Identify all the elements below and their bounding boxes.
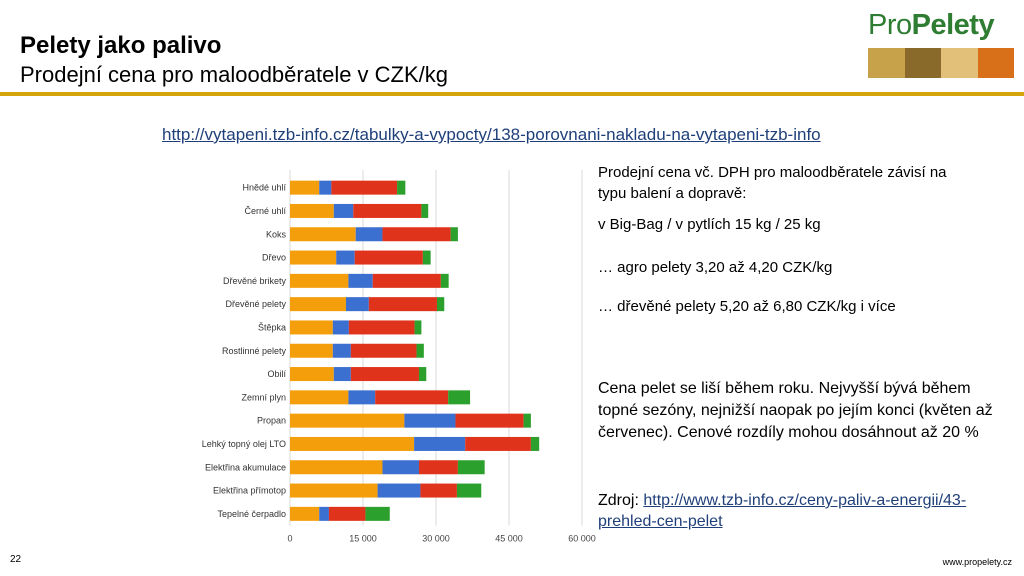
logo-text-pelety: Pelety — [911, 9, 995, 41]
bar-segment — [290, 507, 319, 521]
category-label: Rostlinné pelety — [221, 345, 286, 356]
bar-segment — [397, 181, 405, 195]
logo-image-wood — [905, 48, 942, 78]
chart-category-labels — [202, 183, 287, 519]
bar-segment — [531, 437, 539, 451]
bar-segment — [290, 227, 356, 241]
bar-segment — [319, 181, 331, 195]
source-url-link[interactable]: http://www.tzb-info.cz/ceny-paliv-a-energii/43-prehled-cen-pelet — [598, 492, 967, 530]
packaging-text: v Big-Bag / v pytlích 15 kg / 25 kg — [598, 216, 821, 233]
logo-image-fire — [978, 48, 1015, 78]
category-label: Propan — [256, 415, 286, 426]
agro-price-text: … agro pelety 3,20 až 4,20 CZK/kg — [598, 259, 833, 276]
category-label: Obilí — [267, 369, 286, 380]
bar-segment — [346, 297, 369, 311]
bar-segment — [290, 367, 334, 381]
x-tick-label: 45 000 — [495, 533, 523, 544]
category-label: Elektřina akumulace — [204, 462, 286, 473]
category-label: Koks — [265, 229, 286, 240]
bar-segment — [378, 484, 421, 498]
bar-segment — [290, 251, 336, 265]
category-label: Černé uhlí — [244, 205, 286, 216]
bar-segment — [457, 484, 481, 498]
logo-image-bales — [868, 48, 905, 78]
logo-text — [868, 8, 1014, 42]
bar-segment — [351, 367, 419, 381]
bar-segment — [369, 297, 437, 311]
slide-subtitle: Prodejní cena pro maloodběratele v CZK/kg — [20, 62, 449, 87]
bar-segment — [349, 320, 415, 334]
category-label: Dřevěné brikety — [222, 275, 286, 286]
chart-tick-labels — [287, 534, 595, 544]
bar-segment — [419, 460, 458, 474]
bar-segment — [333, 344, 351, 358]
x-tick-label: 60 000 — [568, 533, 596, 544]
bar-segment — [437, 297, 444, 311]
bar-segment — [348, 274, 372, 288]
bar-segment — [382, 227, 450, 241]
footer-url: www.propelety.cz — [942, 557, 1012, 567]
x-tick-label: 15 000 — [349, 533, 377, 544]
bar-segment — [353, 204, 421, 218]
logo-text-pro: Pro — [868, 9, 912, 41]
x-tick-label: 30 000 — [422, 533, 450, 544]
bar-segment — [290, 437, 414, 451]
bar-segment — [290, 204, 334, 218]
source-label: Zdroj: — [598, 492, 644, 509]
bar-segment — [290, 181, 319, 195]
bar-segment — [290, 274, 348, 288]
bar-segment — [423, 251, 431, 265]
bar-segment — [290, 390, 348, 404]
bar-segment — [329, 507, 366, 521]
bar-segment — [333, 320, 349, 334]
bar-segment — [365, 507, 389, 521]
bar-segment — [356, 227, 383, 241]
bar-segment — [415, 320, 422, 334]
header-rule — [0, 92, 1024, 96]
category-label: Dřevo — [261, 252, 286, 263]
propelety-logo — [868, 8, 1014, 80]
bar-segment — [290, 460, 382, 474]
bar-segment — [290, 414, 404, 428]
bar-segment — [419, 367, 426, 381]
bar-segment — [355, 251, 423, 265]
bar-segment — [441, 274, 449, 288]
bar-segment — [458, 460, 485, 474]
bar-segment — [373, 274, 441, 288]
bar-segment — [382, 460, 419, 474]
bar-segment — [465, 437, 531, 451]
page-number: 22 — [10, 554, 22, 565]
bar-segment — [524, 414, 531, 428]
category-label: Štěpka — [257, 322, 286, 333]
bar-segment — [421, 204, 428, 218]
wood-price-text: … dřevěné pelety 5,20 až 6,80 CZK/kg i více — [598, 298, 896, 315]
category-label: Hnědé uhlí — [242, 182, 286, 193]
season-text: Cena pelet se liší během roku. Nejvyšší bývá během topné sezóny, nejnižší naopak po jejím konci (květen až červenec). Cenové rozdíly mohou dosáhnout až 20 % — [598, 380, 993, 441]
category-label: Elektřina přímotop — [212, 485, 286, 496]
category-label: Zemní plyn — [241, 392, 286, 403]
bar-segment — [448, 390, 470, 404]
bar-segment — [451, 227, 458, 241]
x-tick-label: 0 — [287, 533, 293, 544]
chart-source-link[interactable]: http://vytapeni.tzb-info.cz/tabulky-a-vypocty/138-porovnani-nakladu-na-vytapeni-tzb-info — [162, 125, 821, 144]
bar-segment — [290, 320, 333, 334]
intro-text: Prodejní cena vč. DPH pro maloodběratele závisí na typu balení a dopravě: — [598, 164, 947, 202]
source-text — [598, 490, 998, 532]
bar-segment — [334, 204, 353, 218]
bar-segment — [331, 181, 397, 195]
bar-segment — [414, 437, 465, 451]
bar-segment — [336, 251, 354, 265]
logo-image-pellets — [941, 48, 978, 78]
bar-segment — [290, 344, 333, 358]
bar-segment — [290, 297, 346, 311]
chart-bars — [290, 181, 539, 521]
bar-segment — [375, 390, 448, 404]
bar-segment — [290, 484, 378, 498]
logo-image-strip — [868, 48, 1014, 78]
bar-segment — [319, 507, 329, 521]
category-label: Tepelné čerpadlo — [217, 508, 286, 519]
bar-segment — [334, 367, 351, 381]
bar-segment — [351, 344, 417, 358]
bar-segment — [348, 390, 375, 404]
category-label: Lehký topný olej LTO — [201, 438, 286, 449]
fuel-cost-chart — [190, 160, 600, 550]
bar-segment — [420, 484, 457, 498]
bar-segment — [404, 414, 455, 428]
bar-segment — [455, 414, 523, 428]
bar-segment — [417, 344, 424, 358]
category-label: Dřevěné pelety — [225, 299, 286, 310]
slide-title: Pelety jako palivo — [20, 32, 222, 59]
